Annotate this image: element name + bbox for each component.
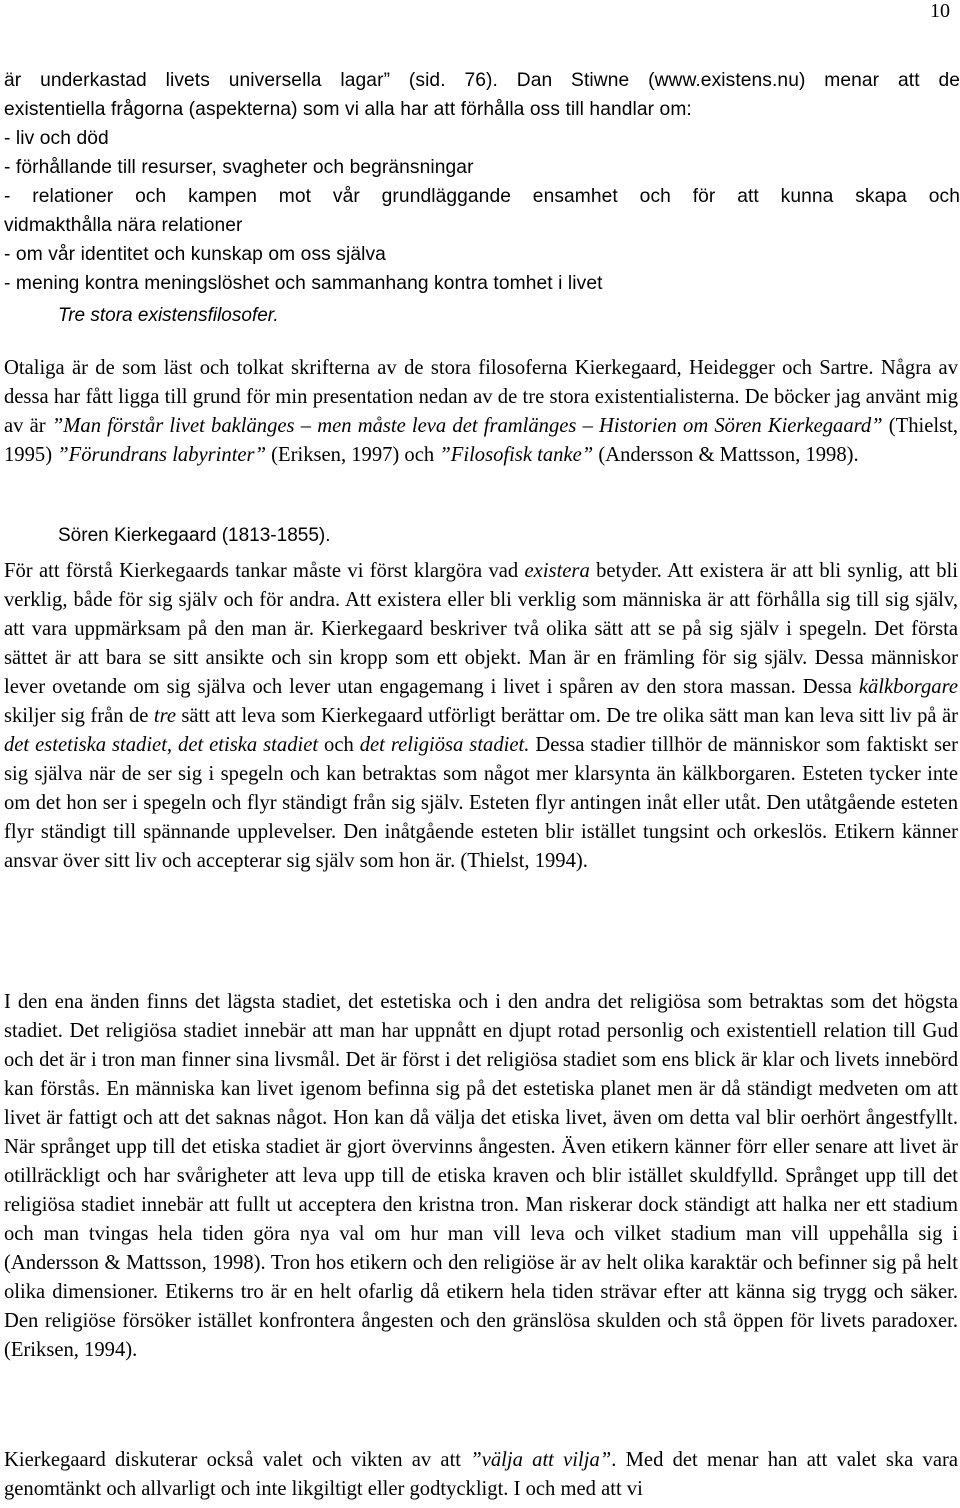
text-segment: (Eriksen, 1997) och <box>266 444 440 466</box>
book-title: ”Förundrans labyrinter” <box>57 444 267 466</box>
emphasis: tre <box>153 705 176 727</box>
emphasis: det estetiska stadiet, det etiska stadiet <box>4 734 319 756</box>
paragraph-kierkegaard <box>4 557 958 876</box>
bullet-item: - om vår identitet och kunskap om oss själva <box>4 244 386 265</box>
intro-line-2: existentiella frågorna (aspekterna) som vi alla har att förhålla oss till handlar om: <box>4 99 692 120</box>
text-segment: (Thielst, 1995) <box>4 415 959 466</box>
emphasis: existera <box>524 560 590 582</box>
page-number: 10 <box>930 0 950 22</box>
bullet-item: - relationer och kampen mot vår grundläggande ensamhet och för att kunna skapa och <box>4 186 960 207</box>
text-segment: . Med det menar han att valet ska vara genomtänkt och allvarligt och inte likgiltigt eller godtyckligt. I och med att vi <box>4 1449 958 1500</box>
book-title: ”Man förstår livet baklänges – men måste leva det framlänges – Historien om Sören Kierkegaard” <box>51 415 883 437</box>
text-segment: Kierkegaard diskuterar också valet och vikten av att <box>4 1449 471 1471</box>
intro-line-1: är underkastad livets universella lagar” (sid. 76). Dan Stiwne (www.existens.nu) menar att de <box>4 70 960 91</box>
text-segment: (Andersson & Mattsson, 1998). <box>593 444 859 466</box>
emphasis: kälkborgare <box>858 676 958 698</box>
bullet-item: - mening kontra meningslöshet och sammanhang kontra tomhet i livet <box>4 273 603 294</box>
emphasis: ”välja att vilja” <box>470 1449 612 1471</box>
text-segment: För att förstå Kierkegaards tankar måste vi först klargöra vad <box>4 560 525 582</box>
text-segment: Dessa stadier tillhör de människor som faktiskt ser sig själva när de ser sig i spegeln och kan betraktas som något mer klarsynta än kälkborgaren. Esteten tycker inte om det hon ser i spegeln och flyr ständigt från sig själv. Esteten flyr antingen inåt eller utåt. Den utåtgående esteten flyr ständigt till spännande upplevelser. Den inåtgående esteten blir istället tungsint och orkeslös. Etikern känner ansvar över sitt liv och accepterar sig själv som hon är. (Thielst, 1994). <box>4 734 959 872</box>
text-segment: skiljer sig från de <box>4 705 154 727</box>
paragraph-existensfilosofer <box>4 354 958 470</box>
section-heading-existensfilosofer: Tre stora existensfilosofer. <box>58 305 279 326</box>
text-segment: betyder. Att existera är att bli synlig, att bli verklig, både för sig själv och för andra. Att existera eller bli verklig som människa är att förhålla sig till sig själv, att vara uppmärksam på den man är. Kierkegaard beskriver två olika sätt att se på sig själv i spegeln. Det första sättet är att bara se sitt ansikte och sin kropp som ett objekt. Man är en främling för sig själv. Dessa människor lever ovetande om sig själva och lever utan engagemang i livet i spåren av den stora massan. Dessa <box>4 560 958 698</box>
book-title: ”Filosofisk tanke” <box>439 444 594 466</box>
bullet-item: - liv och död <box>4 128 109 149</box>
bullet-item-continued: vidmakthålla nära relationer <box>4 215 243 236</box>
text-segment: Otaliga är de som läst och tolkat skrifterna av de stora filosoferna Kierkegaard, Heidegger och Sartre. Några av dessa har fått ligga till grund för min presentation nedan av de tre stora existentialisterna. De böcker jag använt mig av är <box>4 357 958 437</box>
bullet-item: - förhållande till resurser, svagheter och begränsningar <box>4 157 474 178</box>
text-segment: och <box>318 734 360 756</box>
paragraph-stadier: I den ena änden finns det lägsta stadiet, det estetiska och i den andra det religiösa som betraktas som det högsta stadiet. Det religiösa stadiet innebär att man har uppnått en djupt rotad personlig och existentiell relation till Gud och det är i tron man finner sina livsmål. Det är först i det religiösa stadiet som ens blick är klar och livets innebörd kan förstås. En människa kan livet igenom befinna sig på det estetiska planet men är då ständigt medveten om att livet är fattigt och att det saknas något. Hon kan då välja det etiska livet, även om detta val blir oerhört ångestfyllt. När språnget upp till det etiska stadiet är gjort övervinns ångesten. Även etikern känner förr eller senare att livet är otillräckligt och har svårigheter att leva upp till de etiska kraven och blir istället skuldfylld. Språnget upp till det religiösa stadiet innebär att fullt ut acceptera den kristna tron. Man riskerar dock ständigt att halka ner ett stadium och man tvingas hela tiden göra nya val om hur man vill leva och vilket stadium man vill uppehålla sig i (Andersson & Mattsson, 1998). Tron hos etikern och den religiöse är av helt olika karaktär och befinner sig på helt olika dimensioner. Etikerns tro är en helt ofarlig då etikern hela tiden strävar efter att känna sig trygg och säker. Den religiöse försöker istället konfrontera ångesten och den gränslösa skulden och stå öppen för livets paradoxer. (Eriksen, 1994). <box>4 991 958 1361</box>
emphasis: det religiösa stadiet. <box>359 734 530 756</box>
text-segment: sätt att leva som Kierkegaard utförligt berättar om. De tre olika sätt man kan leva sitt liv på är <box>175 705 958 727</box>
section-heading-kierkegaard: Sören Kierkegaard (1813-1855). <box>58 525 331 546</box>
intro-block <box>4 66 960 298</box>
paragraph-valja <box>4 1446 958 1504</box>
